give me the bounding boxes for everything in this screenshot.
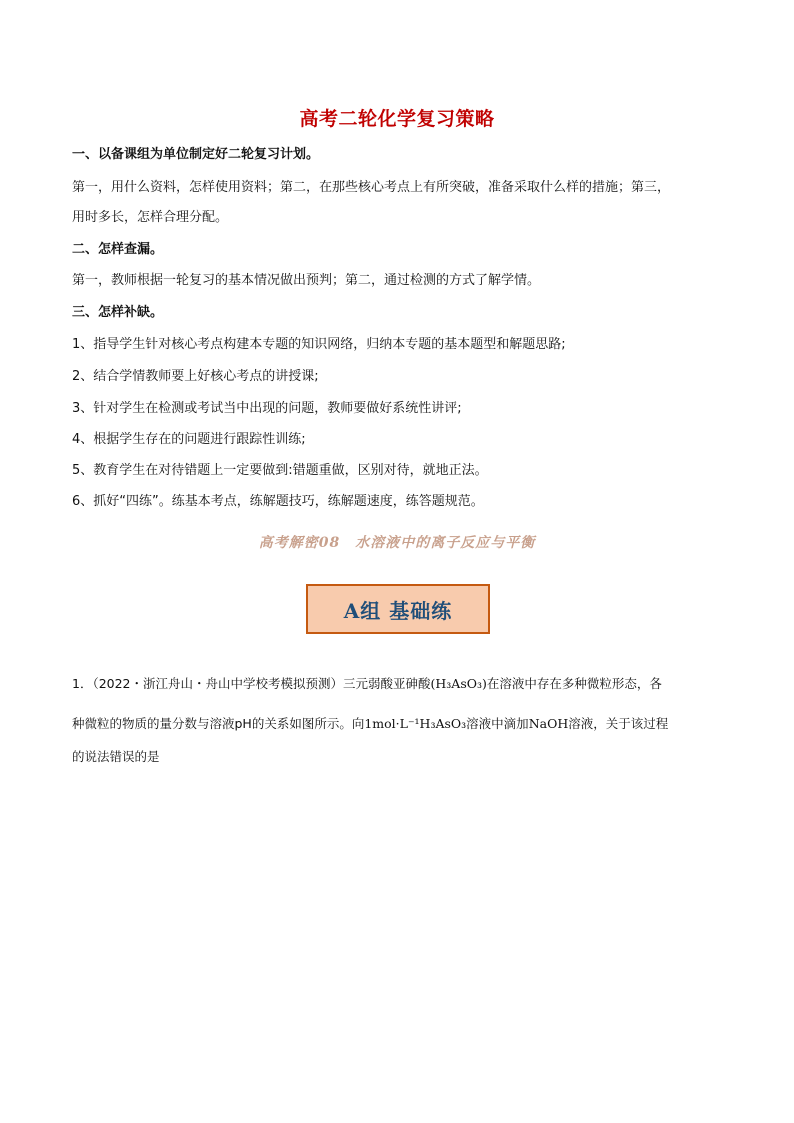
question-1-line-2 (72, 715, 732, 733)
section-2-heading: 二、怎样查漏。 (72, 242, 164, 257)
formula-naoh: NaOH (528, 716, 569, 731)
question-1-text-4: 溶液，关于该过程 (568, 716, 669, 731)
question-1-source: 1．（2022・浙江舟山・舟山中学校考模拟预测）三元弱酸亚砷酸 (72, 676, 431, 691)
page-title: 高考二轮化学复习策略 (299, 108, 495, 130)
section-1-heading: 一、以备课组为单位制定好二轮复习计划。 (72, 147, 320, 162)
section-3-item-6: 6、抓好“四练”。练基本考点，练解题技巧，练解题速度，练答题规范。 (72, 494, 484, 509)
section-2-line-1: 第一，教师根据一轮复习的基本情况做出预判；第二，通过检测的方式了解学情。 (72, 273, 541, 288)
question-1-text-3: 溶液中滴加 (466, 716, 529, 731)
question-1-line-3: 的说法错误的是 (72, 749, 160, 764)
formula-h3aso3: (H₃AsO₃) (430, 676, 487, 691)
section-1-line-2: 用时多长，怎样合理分配。 (72, 210, 229, 225)
section-3-item-2: 2、结合学情教师要上好核心考点的讲授课; (72, 369, 319, 384)
unit-subtitle: 高考解密08 水溶液中的离子反应与平衡 (258, 535, 536, 551)
formula-concentration: 1mol·L⁻¹H₃AsO₃ (364, 716, 467, 731)
question-1-line-1 (72, 675, 732, 693)
section-3-item-4: 4、根据学生存在的问题进行跟踪性训练; (72, 432, 306, 447)
group-box-label: A组 基础练 (343, 598, 453, 623)
section-3-item-5: 5、教育学生在对待错题上一定要做到:错题重做，区别对待，就地正法。 (72, 463, 488, 478)
section-3-heading: 三、怎样补缺。 (72, 305, 164, 320)
question-1-text-1: 在溶液中存在多种微粒形态，各 (486, 676, 662, 691)
section-3-item-3: 3、针对学生在检测或考试当中出现的问题，教师要做好系统性讲评; (72, 401, 462, 416)
group-box (306, 584, 490, 634)
question-1-text-2: 种微粒的物质的量分数与溶液pH的关系如图所示。向 (72, 716, 365, 731)
section-1-line-1: 第一，用什么资料，怎样使用资料；第二，在那些核心考点上有所突破，准备采取什么样的措施；第三， (72, 180, 671, 195)
section-3-item-1: 1、指导学生针对核心考点构建本专题的知识网络，归纳本专题的基本题型和解题思路; (72, 337, 566, 352)
